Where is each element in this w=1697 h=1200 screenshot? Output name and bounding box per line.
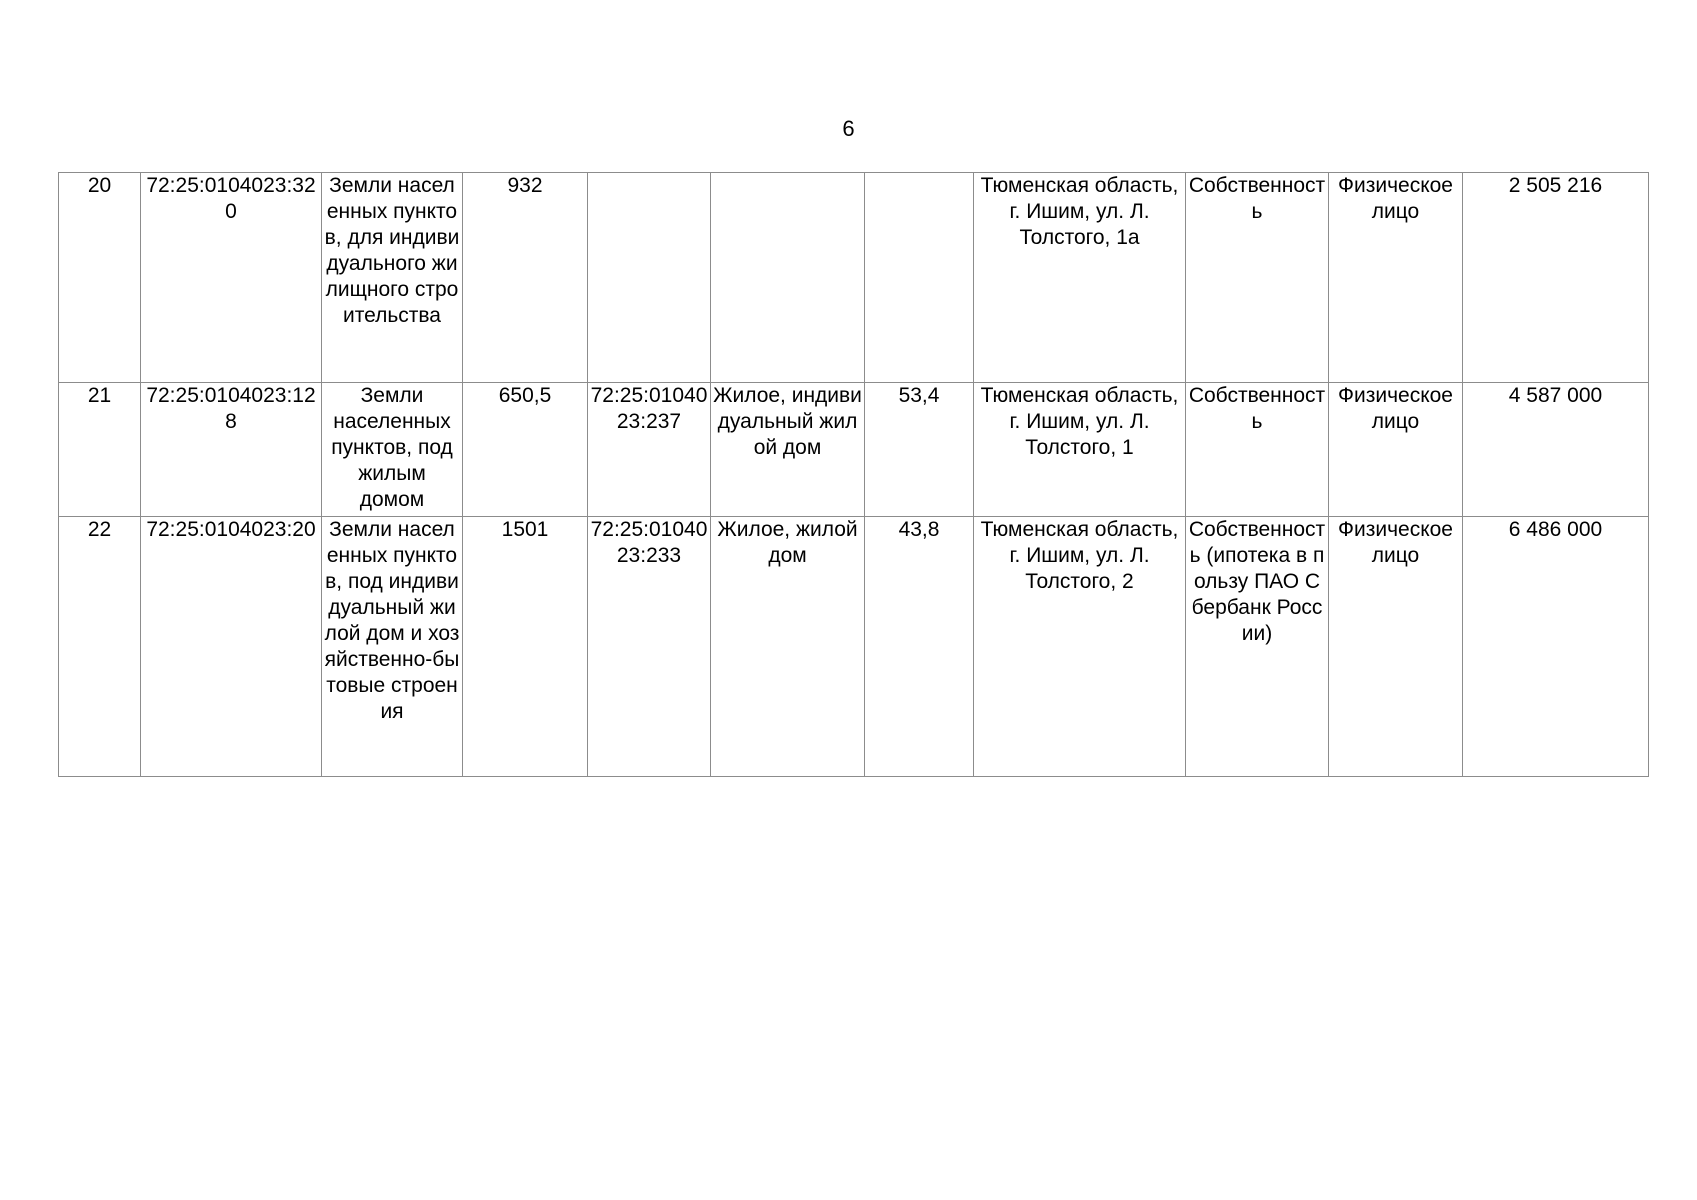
address: Тюменская область, г. Ишим, ул. Л. Толстого, 1	[974, 383, 1186, 517]
owner: Физическое лицо	[1329, 173, 1463, 383]
table-row	[59, 173, 1649, 383]
page-number: 6	[842, 116, 855, 141]
property-table	[58, 172, 1649, 777]
building-cadastral-number	[588, 173, 711, 383]
ownership-right: Собственность	[1186, 383, 1329, 517]
owner: Физическое лицо	[1329, 517, 1463, 777]
row-number: 22	[59, 517, 141, 777]
land-area: 650,5	[463, 383, 588, 517]
building-cadastral-number: 72:25:0104023:233	[588, 517, 711, 777]
land-category: Земли населенных пунктов, для индивидуального жилищного строительства	[322, 173, 463, 383]
cadastral-value: 2 505 216	[1463, 173, 1649, 383]
owner: Физическое лицо	[1329, 383, 1463, 517]
cadastral-value: 4 587 000	[1463, 383, 1649, 517]
cadastral-number: 72:25:0104023:320	[141, 173, 322, 383]
ownership-right: Собственность	[1186, 173, 1329, 383]
table-row	[59, 383, 1649, 517]
building-area: 53,4	[865, 383, 974, 517]
land-category: Земли населенных пунктов, под жилым домом	[322, 383, 463, 517]
land-area: 1501	[463, 517, 588, 777]
building-area	[865, 173, 974, 383]
table-row	[59, 517, 1649, 777]
building-cadastral-number: 72:25:0104023:237	[588, 383, 711, 517]
land-area: 932	[463, 173, 588, 383]
row-number: 20	[59, 173, 141, 383]
building-type: Жилое, жилой дом	[711, 517, 865, 777]
row-number: 21	[59, 383, 141, 517]
cadastral-value: 6 486 000	[1463, 517, 1649, 777]
building-type: Жилое, индивидуальный жилой дом	[711, 383, 865, 517]
land-category: Земли населенных пунктов, под индивидуальный жилой дом и хозяйственно-бытовые строения	[322, 517, 463, 777]
cadastral-number: 72:25:0104023:128	[141, 383, 322, 517]
address: Тюменская область, г. Ишим, ул. Л. Толстого, 2	[974, 517, 1186, 777]
cadastral-number: 72:25:0104023:20	[141, 517, 322, 777]
building-type	[711, 173, 865, 383]
ownership-right: Собственность (ипотека в пользу ПАО Сбербанк России)	[1186, 517, 1329, 777]
address: Тюменская область, г. Ишим, ул. Л. Толстого, 1а	[974, 173, 1186, 383]
building-area: 43,8	[865, 517, 974, 777]
